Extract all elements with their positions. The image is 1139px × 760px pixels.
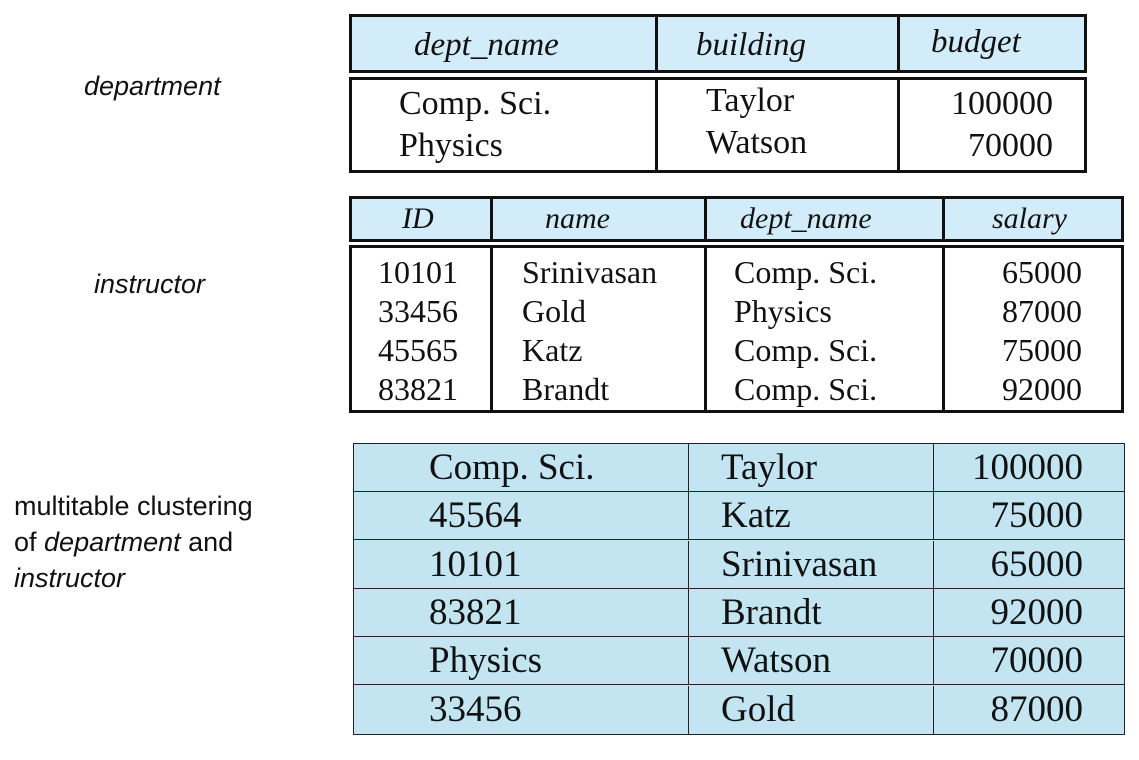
instructor-cell: 45565 [378,332,458,368]
department-cell: Taylor [706,82,795,119]
clustering-row [354,637,1124,685]
clustering-label-and: and [180,527,234,557]
clustering-row [354,444,1124,492]
instructor-cell: 87000 [1002,293,1082,329]
instructor-cell: Brandt [522,371,610,407]
column-divider [490,248,493,410]
clustering-label-line3: instructor [14,563,126,593]
instructor-cell: 92000 [1002,371,1082,407]
clustering-row [354,492,1124,540]
column-divider [490,199,493,239]
instructor-cell: 10101 [378,254,458,290]
column-divider [942,248,945,410]
clustering-cell: 70000 [990,640,1083,681]
column-divider [688,637,689,684]
clustering-cell: Srinivasan [721,544,878,585]
clustering-cell: 100000 [972,447,1083,488]
column-divider [933,541,934,588]
clustering-row [354,686,1124,734]
clustering-cell: 45564 [429,495,522,536]
department-cell: Watson [706,124,808,161]
instructor-cell: Comp. Sci. [734,332,878,368]
instructor-cell: 83821 [378,371,458,407]
column-divider [688,444,689,491]
column-divider [704,199,707,239]
instructor-cell: 33456 [378,293,458,329]
department-header-cell: budget [931,24,1021,60]
clustering-label-department: department [44,527,181,557]
clustering-cell: 10101 [429,544,522,585]
column-divider [688,589,689,636]
department-cell: 100000 [951,85,1053,122]
instructor-header-row [349,196,1124,242]
clustering-row [354,541,1124,589]
clustering-cell: Katz [721,495,791,536]
clustering-cell: 92000 [990,592,1083,633]
instructor-header-cell: name [545,202,610,235]
column-divider [655,17,658,70]
instructor-cell: Katz [522,332,583,368]
department-cell: 70000 [968,127,1053,164]
column-divider [688,541,689,588]
column-divider [942,199,945,239]
instructor-body [349,245,1124,413]
clustering-label-of: of [14,527,45,557]
instructor-cell: 75000 [1002,332,1082,368]
clustering-cell: Brandt [721,592,822,633]
column-divider [688,686,689,734]
instructor-label: instructor [94,269,206,299]
clustering-cell: 75000 [990,495,1083,536]
instructor-cell: Comp. Sci. [734,254,878,290]
department-label: department [84,71,221,101]
instructor-cell: Gold [522,293,586,329]
clustering-row [354,589,1124,637]
column-divider [688,492,689,539]
clustering-cell: 65000 [990,544,1083,585]
column-divider [655,80,658,170]
clustering-cell: Watson [721,640,832,681]
clustering-label-line1: multitable clustering [14,491,253,521]
clustering-label [14,488,253,596]
column-divider [704,248,707,410]
clustering-cell: Taylor [721,447,818,488]
department-cell: Comp. Sci. [399,85,552,122]
clustering-cell: Physics [429,640,543,681]
department-header-row [349,14,1087,73]
department-header-cell: dept_name [414,27,559,63]
column-divider [933,492,934,539]
instructor-cell: Srinivasan [522,254,658,290]
instructor-header-cell: ID [402,202,434,235]
clustering-table [353,443,1125,735]
department-cell: Physics [399,127,503,164]
clustering-cell: Gold [721,689,795,730]
instructor-cell: Comp. Sci. [734,371,878,407]
clustering-cell: 87000 [990,689,1083,730]
clustering-cell: 33456 [429,689,522,730]
department-header-cell: building [696,27,807,63]
column-divider [897,17,900,70]
clustering-label-line2 [14,524,253,560]
instructor-cell: 65000 [1002,254,1082,290]
column-divider [933,444,934,491]
clustering-cell: 83821 [429,592,522,633]
department-body [349,77,1087,173]
column-divider [897,80,900,170]
column-divider [933,686,934,734]
instructor-cell: Physics [734,293,832,329]
column-divider [933,637,934,684]
instructor-header-cell: dept_name [740,202,872,235]
clustering-cell: Comp. Sci. [429,447,595,488]
column-divider [933,589,934,636]
instructor-header-cell: salary [992,202,1067,235]
